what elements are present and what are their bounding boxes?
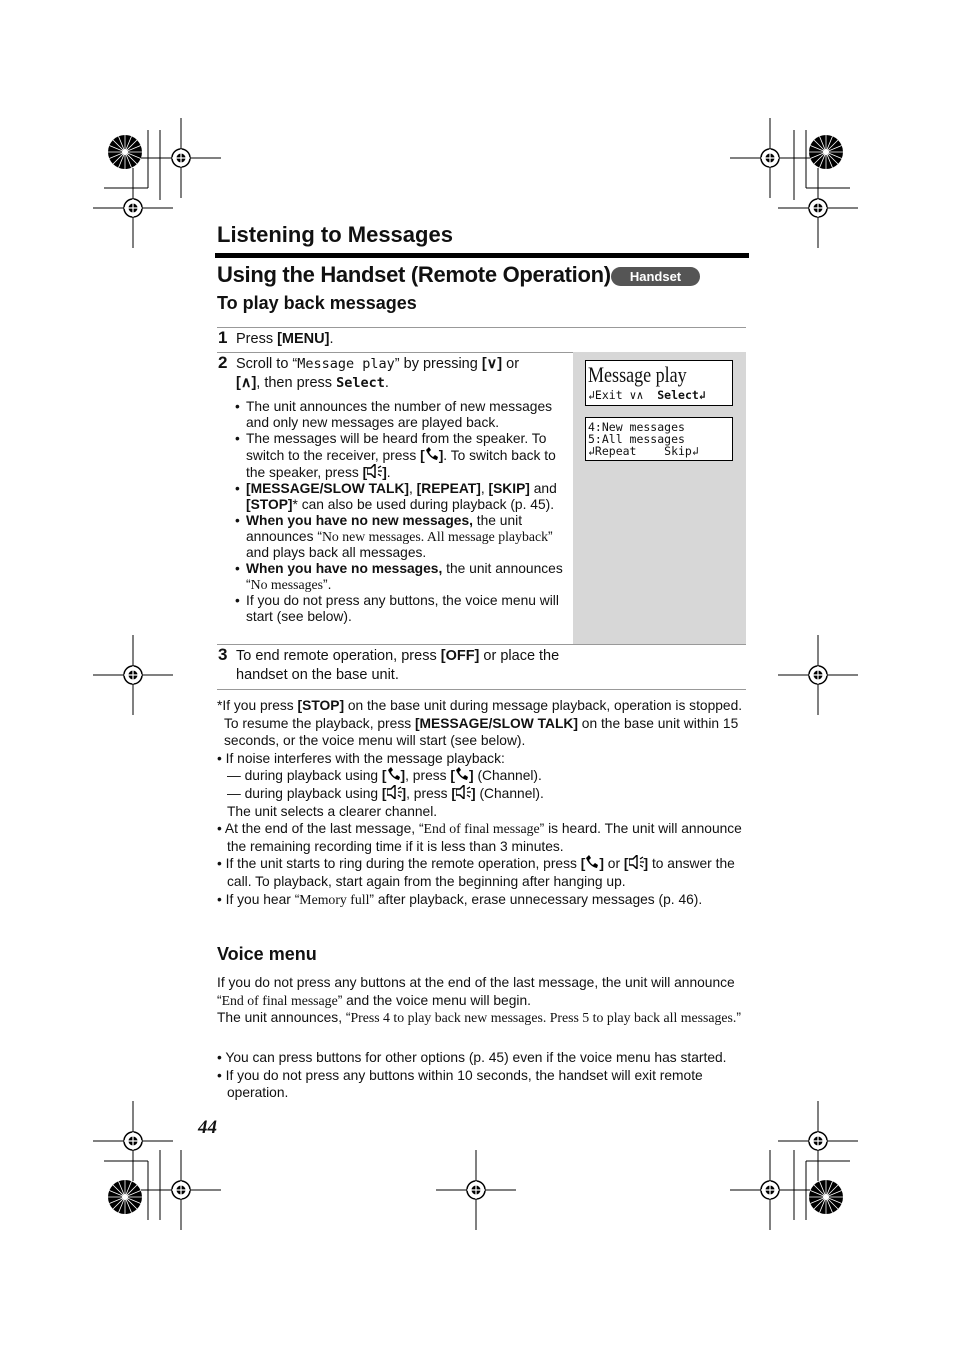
step2-text: Scroll to “Message play” by pressing [∨] or [∧], then press Select. (236, 356, 520, 391)
step-rule-bottom (217, 689, 746, 690)
lcd-line: 4:New messages (588, 420, 685, 434)
step-number: 1 (218, 328, 228, 347)
list-item: • When you have no new messages, the unit announces “No new messages. All message playback” and plays back all messages. (235, 513, 568, 561)
phone-icon (455, 767, 469, 781)
speaker-icon (387, 785, 402, 799)
footnote: — during playback using [ ], press [ ] (Channel). (227, 785, 544, 801)
lcd-title: Message play (588, 362, 687, 387)
footnote: To resume the playback, press [MESSAGE/SLOW TALK] on the base unit within 15 seconds, or the voice menu will start (see below). (224, 715, 739, 749)
footnote: *If you press [STOP] on the base unit during message playback, operation is stopped. (217, 698, 743, 713)
page-title: Using the Handset (Remote Operation) (217, 262, 611, 287)
list-item: • When you have no messages, the unit announces “No messages”. (235, 561, 568, 593)
handset-badge: Handset (611, 267, 700, 286)
list-item: • [MESSAGE/SLOW TALK], [REPEAT], [SKIP] and [STOP]* can also be used during playback (p. 45). (235, 481, 568, 513)
speaker-icon (629, 855, 644, 869)
lcd-display-options (585, 417, 733, 461)
footnote: • At the end of the last message, “End of final message” is heard. The unit will announce the remaining recording time if it is less than 3 minutes. (217, 821, 742, 854)
step-number: 2 (218, 353, 228, 372)
lcd-line: 5:All messages (588, 432, 685, 446)
subsection-title: To play back messages (217, 293, 417, 313)
speaker-icon (456, 785, 471, 799)
lcd-softkeys: ↲Exit ∨∧ Select↲ (588, 388, 706, 402)
lcd-display-menu (585, 360, 733, 406)
list-item: • If you do not press any buttons within 10 seconds, the handset will exit remote operation. (217, 1067, 703, 1101)
voice-menu-heading: Voice menu (217, 944, 317, 964)
step-number: 3 (218, 645, 228, 664)
footnote: The unit selects a clearer channel. (227, 803, 438, 819)
section-title: Listening to Messages (217, 222, 453, 247)
step2-notes (235, 399, 568, 625)
step-rule-top (217, 327, 746, 328)
footnote: — during playback using [ ], press [ ] (Channel). (227, 768, 542, 784)
step1-text: Press [MENU]. (236, 331, 334, 347)
voice-menu-notes (217, 1049, 752, 1102)
list-item: • If you do not press any buttons, the voice menu will start (see below). (235, 593, 568, 625)
phone-icon (425, 447, 439, 461)
phone-icon (585, 855, 599, 869)
step-rule-2 (217, 644, 746, 645)
footnote: • If the unit starts to ring during the remote operation, press [ ] or [ ] to answer the call. To playback, start again from the beginning after hanging up. (217, 856, 735, 889)
step3-text: To end remote operation, press [OFF] or place the handset on the base unit. (236, 648, 560, 683)
voice-menu-body (217, 974, 747, 1027)
paragraph: If you do not press any buttons at the end of the last message, the unit will announce “End of final message” and the voice menu will begin. (217, 975, 735, 1008)
list-item: • You can press buttons for other options (p. 45) even if the voice menu has started. (217, 1050, 727, 1065)
paragraph: The unit announces, “Press 4 to play back new messages. Press 5 to play back all messages.” (217, 1010, 741, 1026)
section-divider (215, 253, 749, 258)
lcd-line: ↲Repeat Skip↲ (588, 444, 699, 458)
page-number: 44 (198, 1117, 217, 1138)
list-item: • The unit announces the number of new messages and only new messages are played back. (235, 399, 568, 431)
footnotes (217, 697, 747, 908)
speaker-icon (367, 464, 382, 478)
footnote: • If you hear “Memory full” after playback, erase unnecessary messages (p. 46). (217, 891, 703, 907)
footnote: • If noise interferes with the message playback: (217, 750, 505, 766)
phone-icon (387, 767, 401, 781)
list-item: • The messages will be heard from the speaker. To switch to the receiver, press [ ]. To switch back to the speaker, press [ ]. (235, 431, 568, 481)
